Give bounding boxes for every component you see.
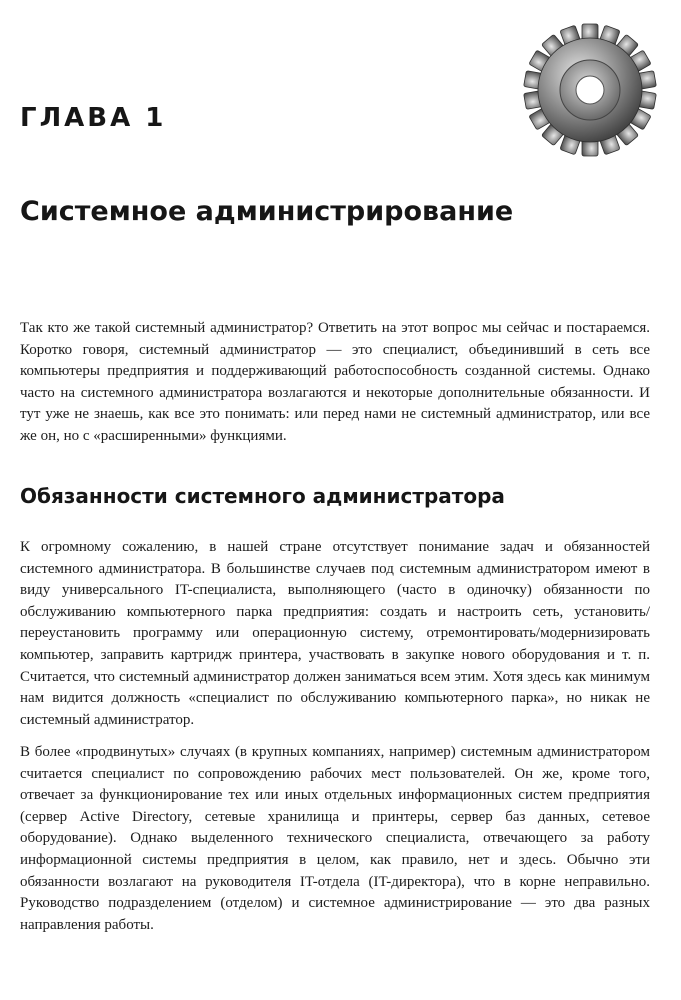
body-paragraph: В более «продвинутых» случаях (в крупных компаниях, например) системным администратором считается специалист по сопровождению рабочих мест пользователей. Он же, кроме того, отвечает за функционирование тех или иных отдельных информационных систем предприятия (сервер Active Directory, сетевые хранилища и принтеры, сервер баз данных, сетевое оборудование). Однако выделенного технического специалиста, отвечающего за работу информационной системы предприятия в целом, как правило, нет и здесь. Обычно эти обязанности возлагают на руководителя IT-отдела (IT-директора), что в корне неправильно. Руководство подразделением (отделом) и системное администрирование — это два разных направления работы. <box>20 744 650 933</box>
section-heading: Обязанности системного администратора <box>20 484 505 508</box>
body-paragraph: К огромному сожалению, в нашей стране отсутствует понимание задач и обязанностей системного администратора. В большинстве случаев под системным администратором имеют в виду универсального IT-специалиста, выполняющего (часто в одиночку) обязанности по обслуживанию компьютерного парка предприятия: создать и настроить сеть, установить/переустановить программу или операционную систему, отремонтировать/модернизировать компьютер, заправить картридж принтера, участвовать в закупке нового оборудования и т. п. Считается, что системный администратор должен заниматься всем этим. Хотя здесь как минимум нам видится должность «специалист по обслуживанию компьютерного парка», но никак не системный администратор. <box>20 539 650 728</box>
chapter-title: Системное администрирование <box>20 196 514 227</box>
intro-paragraph: Так кто же такой системный администратор? Ответить на этот вопрос мы сейчас и постараемся. Коротко говоря, системный администратор — это специалист, объединивший в сеть все компьютеры предприятия и поддерживающий работоспособность созданной системы. Однако часто на системного администратора возлагаются и некоторые дополнительные обязанности. И тут уже не знаешь, как все это понимать: или перед нами не системный администратор, или все же он, но с «расширенными» функциями. <box>20 320 650 444</box>
chapter-label: ГЛАВА 1 <box>20 103 167 133</box>
gear-icon <box>520 20 660 160</box>
